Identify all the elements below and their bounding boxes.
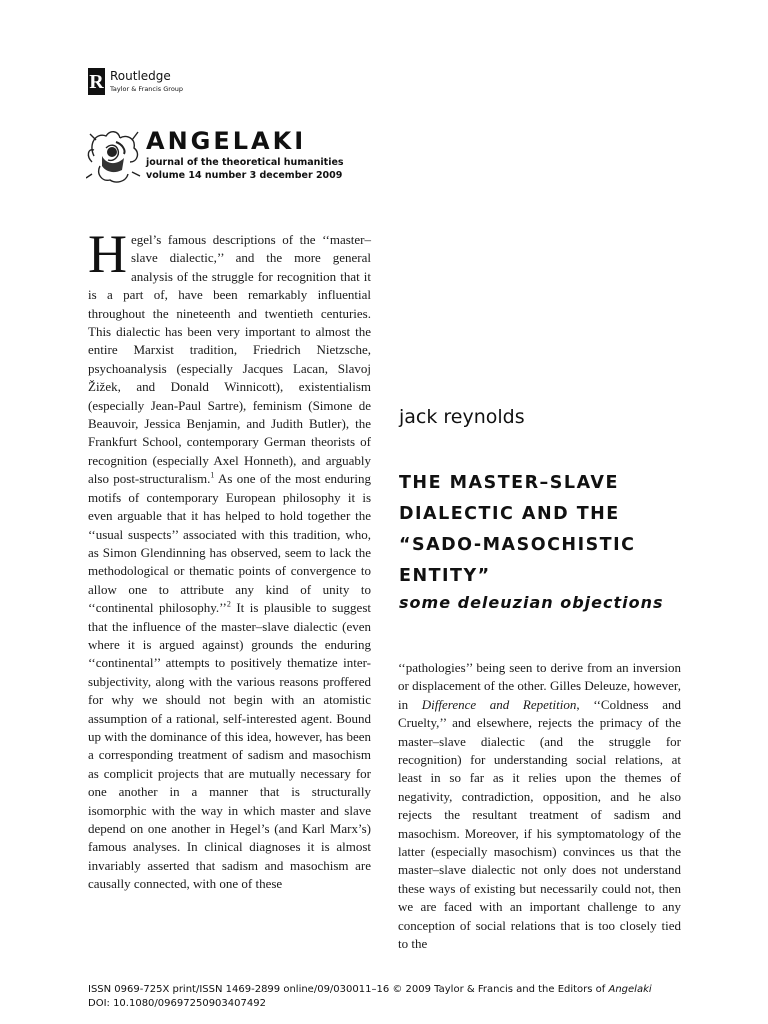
- journal-subtitle: journal of the theoretical humanities: [146, 157, 344, 168]
- footnote-ref-2: 2: [226, 599, 231, 609]
- publisher-logo: [88, 66, 228, 96]
- article-author: jack reynolds: [399, 406, 525, 428]
- doi-line: DOI: 10.1080/09697250903407492: [88, 998, 266, 1009]
- journal-volume: volume 14 number 3 december 2009: [146, 170, 343, 181]
- article-title: [399, 468, 699, 592]
- body-right-column: [398, 659, 681, 954]
- svg-text:R: R: [89, 71, 104, 93]
- journal-title: ANGELAKI: [146, 127, 307, 155]
- journal-masthead: [86, 124, 386, 194]
- body-left-column: [88, 224, 371, 894]
- body-text-right-italic: Difference and Repetition: [421, 696, 577, 712]
- issn-journal-name: Angelaki: [608, 984, 652, 995]
- body-text-right-1: ‘‘pathologies’’ being seen to derive from an inversion or displacement of the other. Gilles Deleuze, however, in: [398, 660, 681, 712]
- routledge-r-logo-icon: [88, 68, 105, 95]
- article-title-line: THE MASTER–SLAVE: [399, 473, 619, 493]
- body-text-left-3: It is plausible to suggest that the influence of the master–slave dialectic (even where it is argued against) grounds the enduring ‘‘continental’’ attempts to positively thematize inter-subjectivity, along with the various reasons proffered for why we should not begin with an atomistic assumption of a rational, self-interested agent. Bound up with the dominance of this idea, however, has been a corresponding treatment of sadism and masochism as complicit projects that are mutually necessary for one another in a manner that is structurally isomorphic with the way in which master and slave depend on one another in Hegel’s (and Karl Marx’s) famous analyses. In clinical diagnoses it is almost invariably asserted that sadism and masochism are causally connected, with one of these: [88, 600, 371, 892]
- article-subtitle: some deleuzian objections: [399, 593, 664, 612]
- publisher-group: Taylor & Francis Group: [110, 85, 184, 93]
- body-paragraph: [88, 224, 371, 894]
- article-title-line: DIALECTIC AND THE: [399, 504, 620, 524]
- issn-text: ISSN 0969-725X print/ISSN 1469-2899 online/09/030011–16 © 2009 Taylor & Francis and the Editors of: [88, 984, 609, 995]
- page-footer: [88, 983, 728, 1011]
- article-title-line: ENTITY”: [399, 566, 491, 586]
- body-text-left-2: As one of the most enduring motifs of contemporary European philosophy it is even arguable that it has helped to hold together the ‘‘usual suspects’’ associated with this tradition, who, as Simon Glendinning has observed, seem to lack the methodological or thematic points of convergence to allow one to attribute any kind of unity to ‘‘continental philosophy.’’: [88, 471, 371, 616]
- article-title-line: “SADO-MASOCHISTIC: [399, 535, 636, 555]
- body-paragraph: [398, 659, 681, 954]
- publisher-name: Routledge: [110, 69, 171, 83]
- body-text-right-2: , ‘‘Coldness and Cruelty,’’ and elsewhere, rejects the primacy of the master–slave dialectic (and the struggle for recognition) for understanding social relations, at least in so far as it relies upon the themes of negativity, contradiction, opposition, and he also rejects the resultant treatment of sadism and masochism. Moreover, if his symptomatology of the latter (especially masochism) convinces us that the master–slave dialectic not only does not understand these ways of existing but necessarily could not, then we are faced with an important challenge to any conception of social relations that is too closely tied to the: [398, 696, 681, 952]
- issn-line: [88, 983, 728, 997]
- body-text-left-1: egel’s famous descriptions of the ‘‘master–slave dialectic,’’ and the more general analysis of the struggle for recognition that it is a part of, have been remarkably influential throughout the nineteenth and twentieth centuries. This dialectic has been very important to almost the entire Marxist tradition, Friedrich Nietzsche, psychoanalysis (especially Jacques Lacan, Slavoj Žižek, and Donald Winnicott), existentialism (especially Jean-Paul Sartre), feminism (Simone de Beauvoir, Jessica Benjamin, and Judith Butler), the Frankfurt School, contemporary German theorists of recognition (especially Axel Honneth), and arguably also post-structuralism.: [88, 232, 371, 487]
- angel-figure-logo-icon: [86, 126, 142, 186]
- drop-cap: H: [88, 224, 127, 284]
- footnote-ref-1: 1: [210, 470, 215, 480]
